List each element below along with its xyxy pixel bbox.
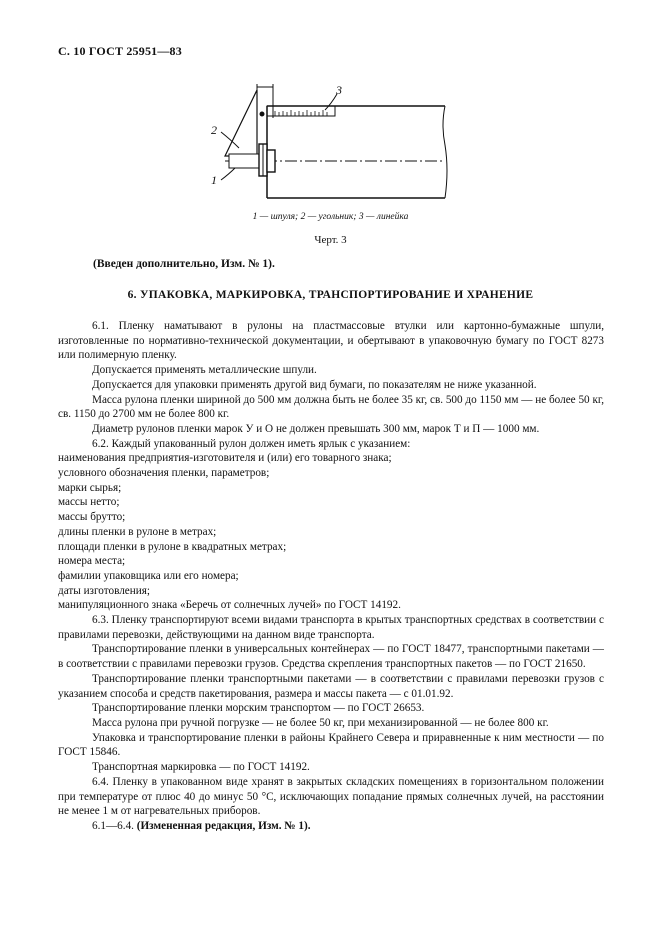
page-header: С. 10 ГОСТ 25951—83 <box>58 44 182 58</box>
paragraph: Допускается для упаковки применять другой вид бумаги, по показателям не ниже указанной. <box>92 378 537 391</box>
amendment-note: (Введен дополнительно, Изм. № 1). <box>93 258 275 270</box>
paragraph: Допускается применять металлические шпули. <box>92 364 317 377</box>
paragraph: 6.4. Пленку в упакованном виде хранят в закрытых складских помещениях в горизонтальном положении при температуре от плюс 40 до минус 50 °С, исключающих попадание прямых солнечных лучей, на расстоянии не менее 1 м от нагревательных приборов. <box>58 775 604 818</box>
paragraph: Транспортирование пленки транспортными пакетами — в соответствии с правилами перевозки грузов с указанием способа и средств пакетирования, размера и массы пакета — с 01.01.92. <box>58 672 604 700</box>
paragraph: Транспортирование пленки в универсальных контейнерах — по ГОСТ 18477, транспортными пакетами — в соответствии с правилами перевозки грузов. Средства скрепления транспортных пакетов — по ГОСТ 21650. <box>58 643 604 671</box>
paragraph: Транспортирование пленки морским транспортом — по ГОСТ 26653. <box>92 702 425 715</box>
closing-note: (Измененная редакция, Изм. № 1). <box>136 819 311 832</box>
section-body <box>58 319 604 834</box>
list-item: массы брутто; <box>58 511 126 524</box>
paragraph: Диаметр рулонов пленки марок У и О не должен превышать 300 мм, марок Т и П — 1000 мм. <box>92 422 540 435</box>
paragraph: Масса рулона при ручной погрузке — не более 50 кг, при механизированной — не более 800 кг. <box>92 716 549 729</box>
closing-ref: 6.1—6.4. <box>92 819 134 832</box>
list-item: наименования предприятия-изготовителя и (или) его товарного знака; <box>58 452 392 465</box>
list-item: длины пленки в рулоне в метрах; <box>58 525 217 538</box>
callout-1: 1 <box>211 173 217 187</box>
paragraph: Упаковка и транспортирование пленки в районы Крайнего Севера и приравненные к ним местности — по ГОСТ 15846. <box>58 731 604 759</box>
callout-2: 2 <box>211 123 217 137</box>
list-item: манипуляционного знака «Беречь от солнечных лучей» по ГОСТ 14192. <box>58 599 401 612</box>
figure-legend: 1 — шпуля; 2 — угольник; 3 — линейка <box>252 212 409 222</box>
paragraph: 6.3. Пленку транспортируют всеми видами транспорта в крытых транспортных средствах в соответствии с правилами перевозки, действующими на данном виде транспорта. <box>58 614 604 641</box>
paragraph: Транспортная маркировка — по ГОСТ 14192. <box>92 761 310 774</box>
list-item: даты изготовления; <box>58 584 150 597</box>
paragraph: 6.2. Каждый упакованный рулон должен иметь ярлык с указанием: <box>92 437 411 450</box>
list-item: марки сырья; <box>58 481 122 494</box>
list-item: массы нетто; <box>58 496 120 509</box>
paragraph: 6.1. Пленку наматывают в рулоны на пластмассовые втулки или картонно-бумажные шпули, изготовленные по нормативно-технической документации, и обертывают в упаковочную бумагу по ГОСТ 8273 или полимерную пленку. <box>58 320 604 362</box>
section-title: 6. УПАКОВКА, МАРКИРОВКА, ТРАНСПОРТИРОВАНИЕ И ХРАНЕНИЕ <box>127 289 534 301</box>
list-item: условного обозначения пленки, параметров; <box>58 467 270 480</box>
paragraph: Масса рулона пленки шириной до 500 мм должна быть не более 35 кг, св. 500 до 1150 мм — не более 50 кг, св. 1150 до 2700 мм не более 800 кг. <box>58 393 604 421</box>
callout-3: 3 <box>336 83 342 97</box>
list-item: площади пленки в рулоне в квадратных метрах; <box>58 540 287 553</box>
figure-title: Черт. 3 <box>314 234 347 246</box>
technical-drawing <box>195 70 475 230</box>
list-item: фамилии упаковщика или его номера; <box>58 569 239 582</box>
closing-amendment <box>58 819 604 834</box>
list-item: номера места; <box>58 555 126 568</box>
